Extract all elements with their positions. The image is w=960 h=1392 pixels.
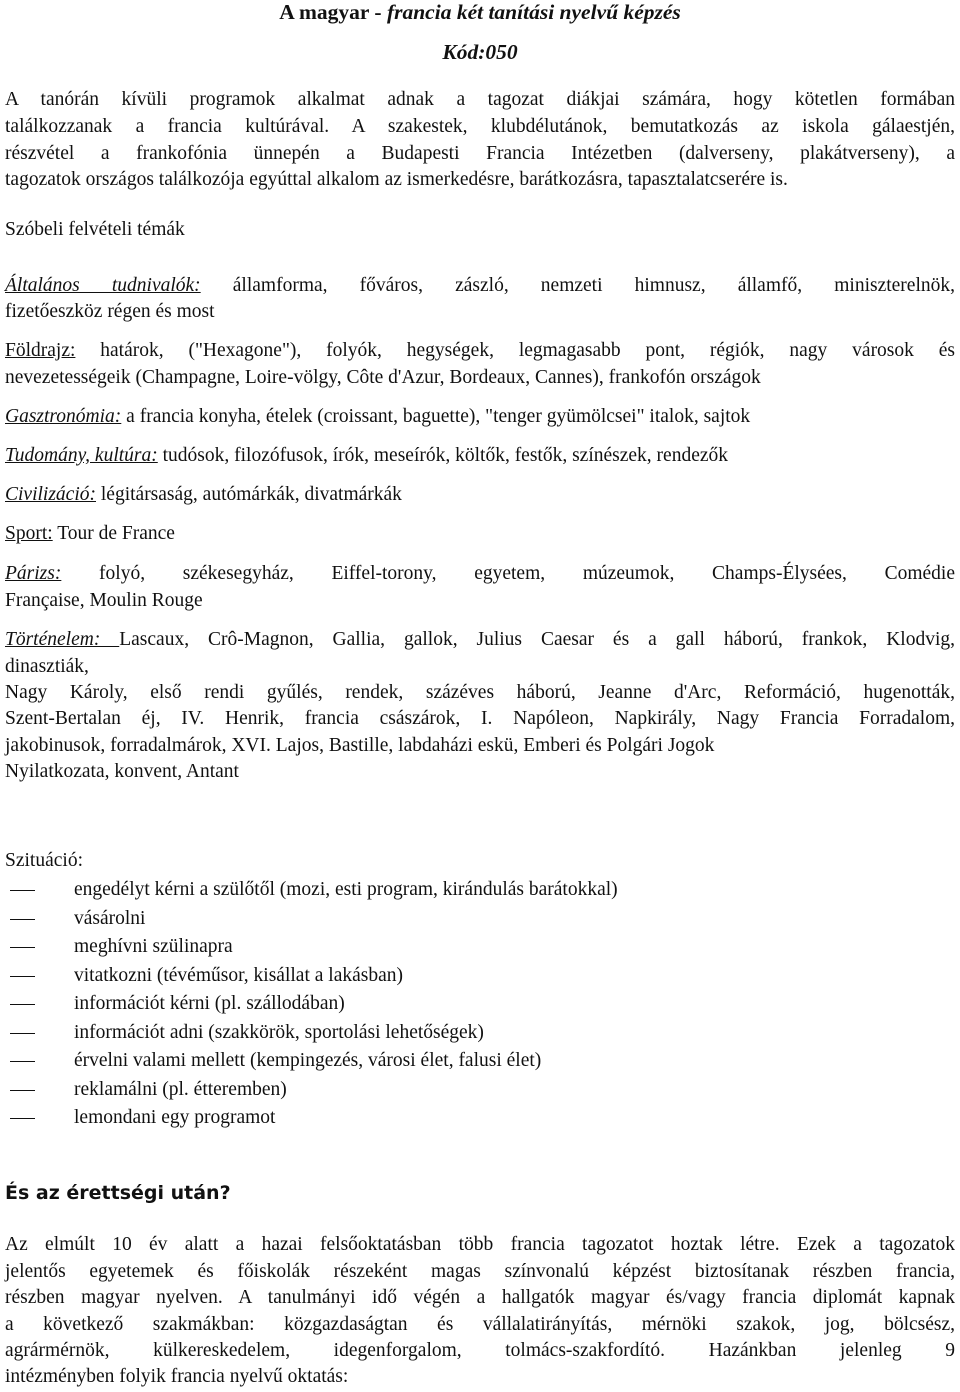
- dash-bullet-icon: [10, 1118, 35, 1119]
- topic-general-label: Általános tudnivalók:: [5, 275, 201, 296]
- topic-paris-line-2: Française, Moulin Rouge: [5, 590, 203, 611]
- topic-history-line-4: Szent-Bertalan éj, IV. Henrik, francia császárok, I. Napóleon, Napkirály, Nagy Francia Forradalom,: [5, 708, 955, 729]
- list-item: [5, 1047, 905, 1076]
- dash-bullet-icon: [10, 1004, 35, 1005]
- oral-topics-label: Szóbeli felvételi témák: [5, 219, 185, 240]
- after-exam-line-2: jelentős egyetemek és főiskolák részeként magas színvonalú képzést biztosítanak részben francia,: [5, 1261, 955, 1282]
- topic-history-label: Történelem:: [5, 629, 120, 650]
- topic-paris: [5, 561, 955, 588]
- dash-bullet-icon: [10, 919, 35, 920]
- intro-line-3: részvétel a frankofónia ünnepén a Budapesti Francia Intézetben (dalverseny, plakátverseny), a: [5, 143, 955, 164]
- list-item: [5, 905, 905, 934]
- topic-sport: [5, 521, 955, 548]
- topic-sport-text: Tour de France: [52, 523, 175, 544]
- document-title: [0, 0, 960, 24]
- intro-line-4: tagozatok országos találkozója egyúttal alkalom az ismerkedésre, barátkozásra, tapasztalatcserére is.: [5, 169, 788, 190]
- program-code-text: Kód:050: [442, 40, 518, 64]
- dash-bullet-icon: [10, 1090, 35, 1091]
- list-item-text: vitatkozni (tévéműsor, kisállat a lakásban): [74, 964, 403, 986]
- topic-geography: [5, 338, 955, 365]
- topic-science: [5, 443, 955, 470]
- list-item-text: információt kérni (pl. szállodában): [74, 993, 345, 1014]
- topic-history-line-5: jakobinusok, forradalmárok, XVI. Lajos, Bastille, labdaházi eskü, Emberi és Polgári Jogok: [5, 735, 715, 756]
- list-item: [5, 876, 905, 905]
- after-exam-line-5: agrármérnök, külkereskedelem, idegenforgalom, tolmács-szakfordító. Hazánkban jelenleg 9: [5, 1340, 955, 1361]
- list-item: [5, 990, 905, 1019]
- after-exam-line-3: részben magyar nyelven. A tanulmányi idő végén a hallgatók magyar és/vagy francia diplomát kapnak: [5, 1287, 955, 1308]
- topic-sport-label: Sport:: [5, 523, 53, 544]
- list-item-text: engedélyt kérni a szülőtől (mozi, esti program, kirándulás barátokkal): [74, 879, 618, 900]
- list-item-text: információt adni (szakkörök, sportolási lehetőségek): [74, 1021, 484, 1043]
- topic-civilization-text: légitársaság, autómárkák, divatmárkák: [96, 484, 402, 505]
- after-exam-line-4: a következő szakmákban: közgazdaságtan és vállalatirányítás, mérnöki szakok, jog, bölcsész,: [5, 1314, 955, 1335]
- topic-geography-line-2: nevezetességeik (Champagne, Loire-völgy, Côte d'Azur, Bordeaux, Cannes), frankofón országok: [5, 367, 761, 388]
- topic-gastronomy: [5, 404, 955, 431]
- topic-general: [5, 273, 955, 300]
- situation-label: Szituáció:: [5, 850, 83, 871]
- topic-science-text: tudósok, filozófusok, írók, meseírók, költők, festők, színészek, rendezők: [157, 445, 729, 466]
- title-plain: A magyar -: [279, 0, 387, 24]
- dash-bullet-icon: [10, 1033, 35, 1034]
- title-italic: francia két tanítási nyelvű képzés: [386, 0, 681, 24]
- list-item: [5, 1019, 905, 1048]
- topic-geography-label: Földrajz:: [5, 340, 76, 361]
- topic-science-label: Tudomány, kultúra:: [5, 445, 158, 466]
- topic-history-line-2: dinasztiák,: [5, 656, 89, 677]
- after-exam-line-6: intézményben folyik francia nyelvű oktatás:: [5, 1366, 349, 1387]
- list-item-text: érvelni valami mellett (kempingezés, városi élet, falusi élet): [74, 1050, 542, 1071]
- dash-bullet-icon: [10, 1061, 35, 1062]
- after-exam-heading: És az érettségi után?: [5, 1182, 231, 1204]
- intro-line-1: A tanórán kívüli programok alkalmat adnak a tagozat diákjai számára, hogy kötetlen formában: [5, 89, 955, 110]
- dash-bullet-icon: [10, 976, 35, 977]
- dash-bullet-icon: [10, 890, 35, 891]
- dash-bullet-icon: [10, 947, 35, 948]
- list-item-text: lemondani egy programot: [74, 1107, 276, 1128]
- list-item: [5, 1104, 905, 1133]
- topic-paris-label: Párizs:: [5, 563, 62, 584]
- topic-civilization-label: Civilizáció:: [5, 484, 96, 505]
- topic-gastronomy-text: a francia konyha, ételek (croissant, baguette), "tenger gyümölcsei" italok, sajtok: [121, 406, 751, 427]
- topic-history-line-6: Nyilatkozata, konvent, Antant: [5, 761, 239, 782]
- list-item: [5, 1076, 905, 1105]
- topic-geography-line-1: határok, ("Hexagone"), folyók, hegységek, legmagasabb pont, régiók, nagy városok és: [75, 340, 955, 361]
- topic-history-line-1: Lascaux, Crô-Magnon, Gallia, gallok, Julius Caesar és a gall háború, frankok, Klodvig,: [119, 629, 955, 650]
- topic-history-line-3: Nagy Károly, első rendi gyűlés, rendek, százéves háború, Jeanne d'Arc, Reformáció, hugenották,: [5, 682, 955, 703]
- list-item: [5, 933, 905, 962]
- list-item: [5, 962, 905, 991]
- situation-list: [5, 876, 905, 1133]
- topic-civilization: [5, 482, 955, 509]
- list-item-text: vásárolni: [74, 907, 146, 929]
- after-exam-line-1: Az elmúlt 10 év alatt a hazai felsőoktatásban több francia tagozatot hoztak létre. Ezek a tagozatok: [5, 1234, 955, 1255]
- program-code: [0, 40, 960, 64]
- topic-general-line-2: fizetőeszköz régen és most: [5, 301, 215, 322]
- list-item-text: reklamálni (pl. étteremben): [74, 1078, 287, 1100]
- topic-paris-line-1: folyó, székesegyház, Eiffel-torony, egyetem, múzeumok, Champs-Élysées, Comédie: [61, 563, 955, 584]
- topic-history: [5, 627, 955, 654]
- topic-gastronomy-label: Gasztronómia:: [5, 406, 122, 427]
- topic-general-line-1: államforma, főváros, zászló, nemzeti himnusz, államfő, miniszterelnök,: [200, 275, 955, 296]
- list-item-text: meghívni szülinapra: [74, 936, 233, 957]
- intro-line-2: találkozzanak a francia kultúrával. A szakestek, klubdélutánok, bemutatkozás az iskola gálaestjén,: [5, 116, 955, 137]
